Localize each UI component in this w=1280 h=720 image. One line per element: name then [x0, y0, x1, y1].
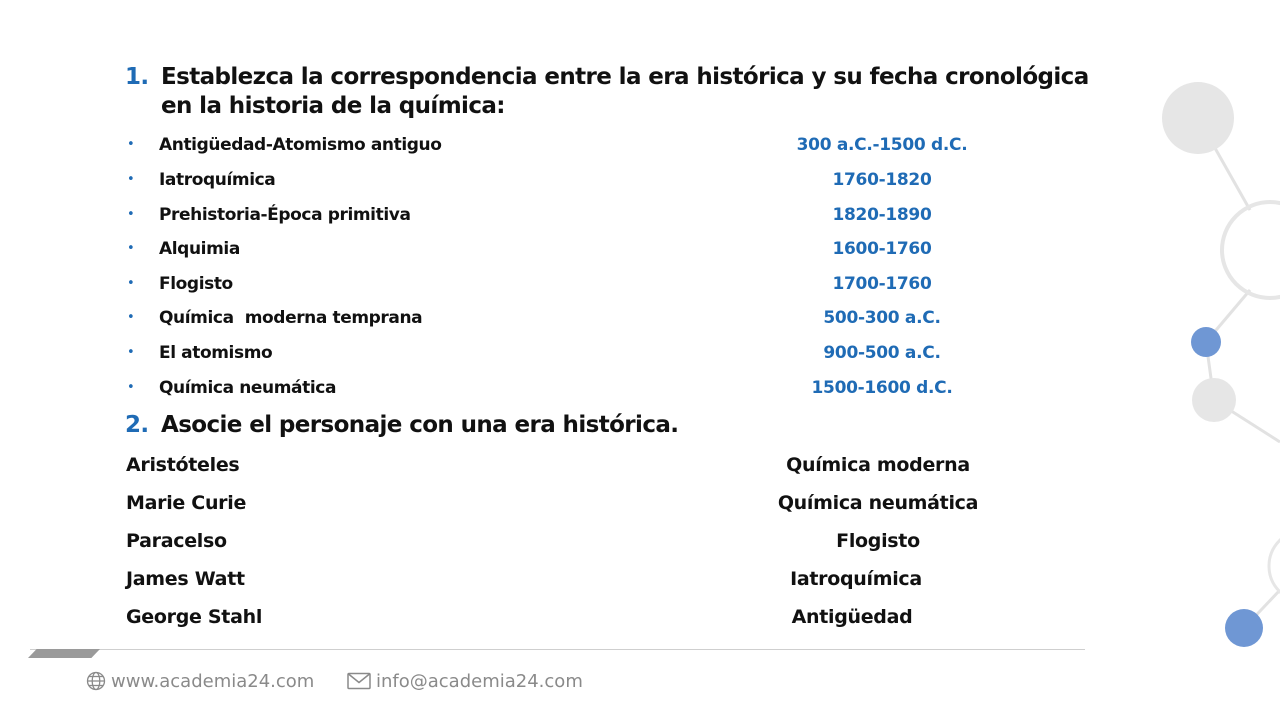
- footer-email-link[interactable]: [347, 668, 583, 694]
- footer-accent-bar: [28, 649, 100, 658]
- date-label: 1820-1890: [832, 205, 932, 225]
- list-item: [125, 303, 1005, 333]
- date-label: 500-300 a.C.: [823, 308, 941, 328]
- question-2-number: 2.: [125, 412, 149, 438]
- list-item: [126, 525, 1006, 557]
- list-item: [126, 563, 1006, 595]
- era-label: El atomismo: [159, 343, 273, 363]
- list-item: [125, 373, 1005, 403]
- era-label: Química neumática: [159, 378, 337, 398]
- era-option-label: Iatroquímica: [790, 568, 922, 590]
- bullet-icon: •: [127, 241, 135, 256]
- date-label: 1600-1760: [832, 239, 932, 259]
- date-label: 1700-1760: [832, 274, 932, 294]
- question-1-text: Establezca la correspondencia entre la era histórica y su fecha cronológica en la historia de la química:: [161, 64, 1089, 119]
- bullet-icon: •: [127, 310, 135, 325]
- era-option-label: Flogisto: [836, 530, 920, 552]
- era-label: Alquimia: [159, 239, 240, 259]
- list-item: [125, 234, 1005, 264]
- person-label: Paracelso: [126, 530, 227, 552]
- mail-icon: [347, 672, 371, 690]
- footer-divider: [30, 649, 1085, 650]
- node-circle: [1162, 82, 1234, 154]
- bullet-icon: •: [127, 276, 135, 291]
- molecule-decoration: [1140, 70, 1280, 670]
- list-item: [126, 487, 1006, 519]
- bullet-icon: •: [127, 137, 135, 152]
- person-label: James Watt: [126, 568, 245, 590]
- list-item: [125, 269, 1005, 299]
- email-label: info@academia24.com: [376, 670, 583, 692]
- list-item: [125, 130, 1005, 160]
- era-label: Química moderna temprana: [159, 308, 423, 328]
- question-2-text: Asocie el personaje con una era histórica.: [161, 412, 679, 438]
- website-label: www.academia24.com: [111, 670, 315, 692]
- list-item: [125, 338, 1005, 368]
- date-label: 1760-1820: [832, 170, 932, 190]
- question-1-number: 1.: [125, 64, 149, 90]
- list-item: [126, 601, 1006, 633]
- era-option-label: Química neumática: [777, 492, 979, 514]
- date-label: 900-500 a.C.: [823, 343, 941, 363]
- era-option-label: Antigüedad: [791, 606, 913, 628]
- person-label: George Stahl: [126, 606, 263, 628]
- era-label: Antigüedad-Atomismo antiguo: [159, 135, 442, 155]
- date-label: 1500-1600 d.C.: [811, 378, 953, 398]
- globe-icon: [86, 671, 106, 691]
- bullet-icon: •: [127, 380, 135, 395]
- bullet-icon: •: [127, 207, 135, 222]
- list-item: [125, 165, 1005, 195]
- era-label: Prehistoria-Época primitiva: [159, 205, 411, 225]
- person-label: Marie Curie: [126, 492, 247, 514]
- list-item: [125, 200, 1005, 230]
- list-item: [126, 449, 1006, 481]
- footer-website-link[interactable]: [86, 668, 314, 694]
- person-label: Aristóteles: [126, 454, 240, 476]
- era-option-label: Química moderna: [786, 454, 970, 476]
- era-label: Iatroquímica: [159, 170, 276, 190]
- date-label: 300 a.C.-1500 d.C.: [796, 135, 968, 155]
- bullet-icon: •: [127, 345, 135, 360]
- era-label: Flogisto: [159, 274, 233, 294]
- bullet-icon: •: [127, 172, 135, 187]
